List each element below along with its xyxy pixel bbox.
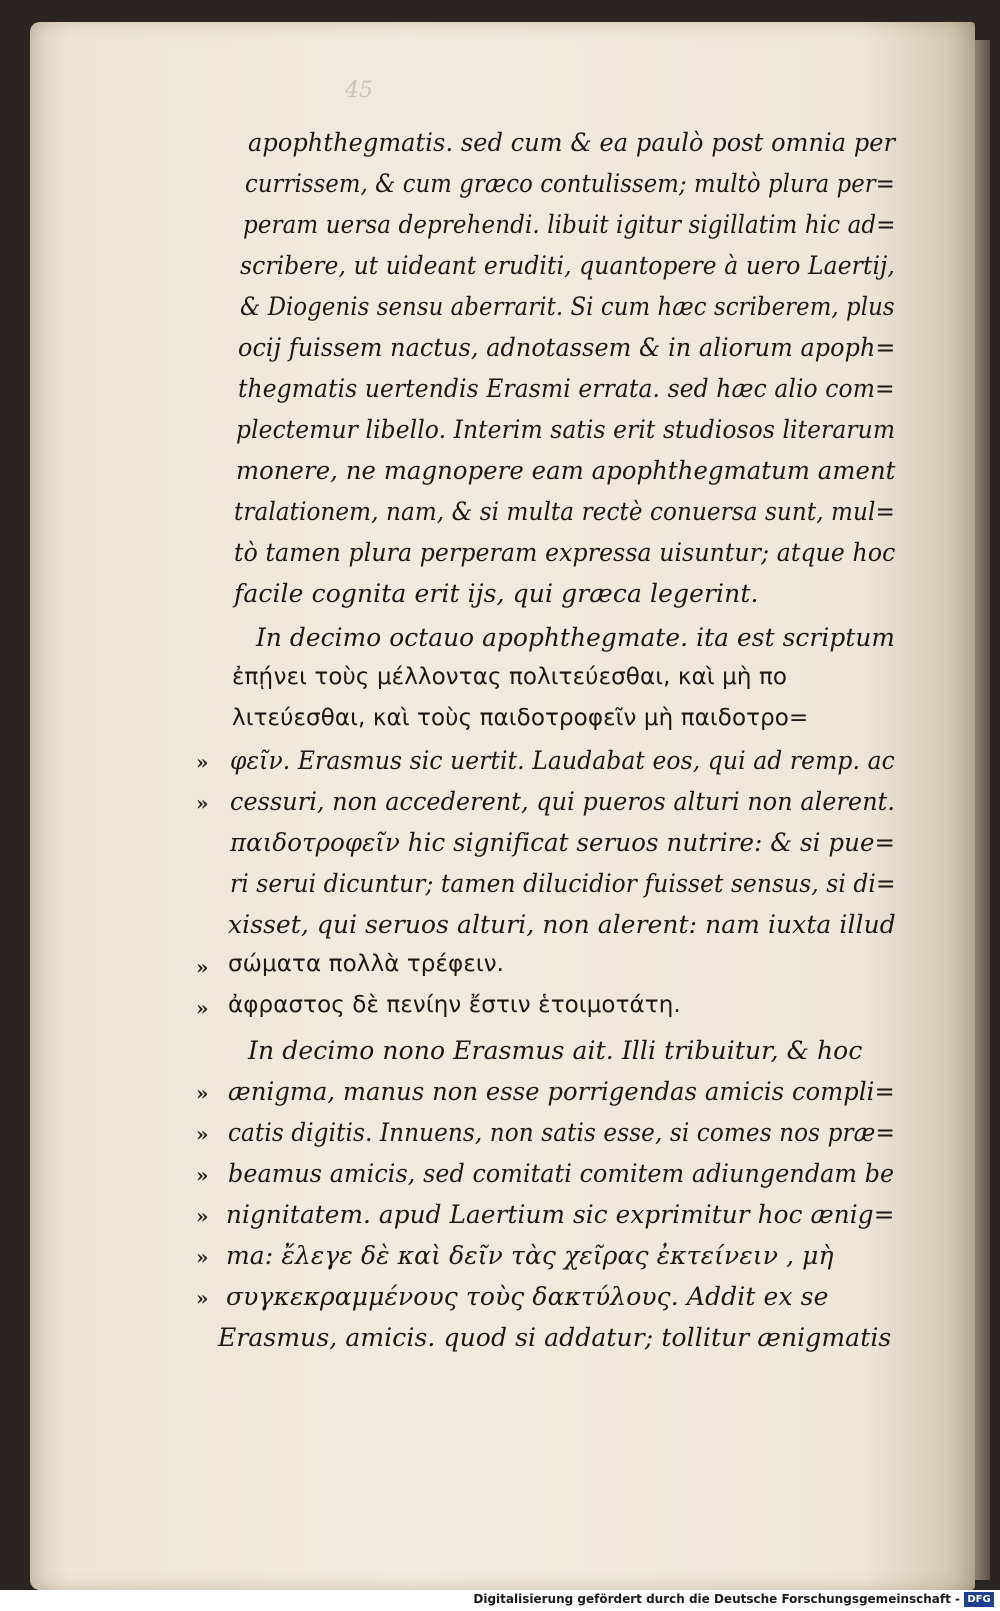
text-line: ma: ἔλεγε δὲ καὶ δεῖν τὰς χεῖρας ἐκτείνειν , μὴ (226, 1241, 834, 1270)
quote-mark: » (196, 996, 209, 1020)
text-line: peram uersa deprehendi. libuit igitur sigillatim hic ad= (243, 210, 896, 239)
quote-mark: » (196, 1122, 209, 1146)
text-line: xisset, qui seruos alturi, non alerent: nam iuxta illud (228, 910, 896, 939)
quote-mark: » (196, 1081, 209, 1105)
text-line: apophthegmatis. sed cum & ea paulò post omnia per (248, 128, 896, 157)
quote-mark: » (196, 1204, 209, 1228)
greek-line: σώματα πολλὰ τρέφειν. (228, 951, 505, 977)
text-line: nignitatem. apud Laertium sic exprimitur hoc ænig= (226, 1200, 895, 1229)
text-line: tralationem, nam, & si multa rectè conuersa sunt, mul= (234, 497, 895, 526)
greek-line: λιτεύεσθαι, καὶ τοὺς παιδοτροφεῖν μὴ παιδοτρο= (232, 705, 809, 731)
text-line: παιδοτροφεῖν hic significat seruos nutrire: & si pue= (230, 828, 896, 857)
quote-mark: » (196, 955, 209, 979)
greek-line: ἐπῄνει τοὺς μέλλοντας πολιτεύεσθαι, καὶ μὴ πο (232, 664, 788, 690)
text-line: In decimo octauo apophthegmate. ita est scriptum (256, 623, 896, 652)
quote-mark: » (196, 750, 209, 774)
quote-mark: » (196, 791, 209, 815)
footer-bar (0, 1590, 1000, 1611)
quote-mark: » (196, 1286, 209, 1310)
funding-credit: Digitalisierung gefördert durch die Deutsche Forschungsgemeinschaft - (473, 1592, 960, 1606)
text-line: Erasmus, amicis. quod si addatur; tollitur ænigmatis (218, 1323, 892, 1352)
text-line: plectemur libello. Interim satis erit studiosos literarum (236, 415, 896, 444)
text-line: currissem, & cum græco contulissem; multò plura per= (245, 169, 895, 198)
text-line: cessuri, non accederent, qui pueros alturi non alerent. (230, 787, 896, 816)
quote-mark: » (196, 1245, 209, 1269)
text-line: In decimo nono Erasmus ait. Illi tribuitur, & hoc (248, 1036, 863, 1065)
text-line: monere, ne magnopere eam apophthegmatum ament (236, 456, 896, 485)
dfg-logo: DFG (964, 1592, 994, 1607)
text-line: thegmatis uertendis Erasmi errata. sed hæc alio com= (238, 374, 895, 403)
text-line: ænigma, manus non esse porrigendas amicis compli= (228, 1077, 895, 1106)
text-line: catis digitis. Innuens, non satis esse, si comes nos præ= (228, 1118, 896, 1147)
faint-page-number: 45 (345, 78, 373, 103)
text-line: & Diogenis sensu aberrarit. Si cum hæc scriberem, plus (240, 292, 895, 321)
text-line: facile cognita erit ijs, qui græca legerint. (234, 579, 759, 608)
text-line: ri serui dicuntur; tamen dilucidior fuisset sensus, si di= (230, 869, 896, 898)
text-line: beamus amicis, sed comitati comitem adiungendam be (228, 1159, 895, 1188)
greek-line: ἀφραστος δὲ πενίην ἔστιν ἑτοιμοτάτη. (228, 992, 681, 1018)
text-line: φεῖν. Erasmus sic uertit. Laudabat eos, qui ad remp. ac (230, 746, 895, 775)
quote-mark: » (196, 1163, 209, 1187)
text-line: συγκεκραμμένους τοὺς δακτύλους. Addit ex se (226, 1282, 829, 1311)
text-line: scribere, ut uideant eruditi, quantopere à uero Laertij, (240, 251, 895, 280)
text-line: ocij fuissem nactus, adnotassem & in aliorum apoph= (238, 333, 896, 362)
text-line: tò tamen plura perperam expressa uisuntur; atque hoc (234, 538, 896, 567)
